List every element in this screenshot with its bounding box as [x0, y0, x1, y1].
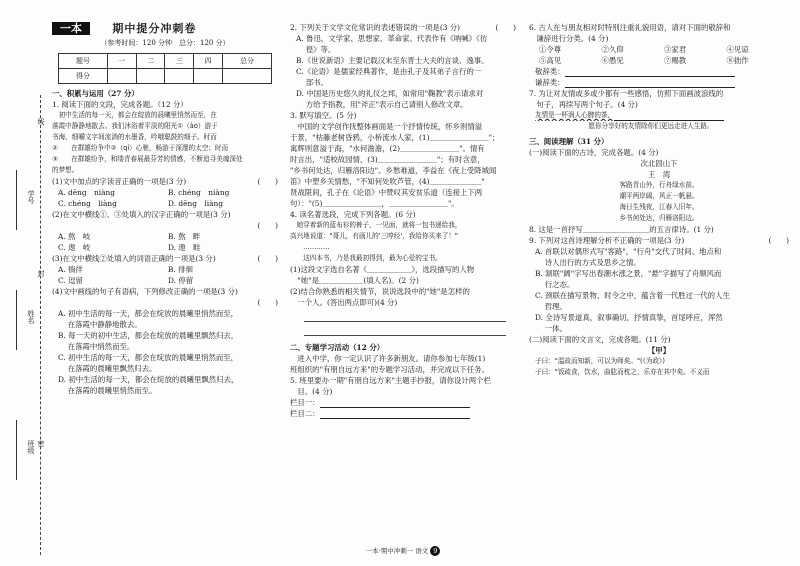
option-c: C. 遨 岐: [58, 243, 91, 252]
question-6b: 谦辞进行分类。(4 分): [529, 34, 609, 43]
answer-line[interactable]: [304, 324, 506, 336]
question-1-4: (4)文中画线的句子有语病，下列修改正确的一项是(3 分): [52, 287, 238, 296]
fill-line[interactable]: 笛》中塑乡关情愁，"不知何处吹芦管，(4)＿＿＿＿＿＿＿": [290, 177, 485, 186]
activity-line: 进入中学，你一定认识了许多新朋友。请你参加七年级(1): [290, 354, 486, 363]
question-1: 1. 阅读下面的文段，完成各题。（12 分）: [52, 100, 188, 109]
name-line: [16, 170, 17, 230]
respect-field[interactable]: 敬辞类：: [529, 66, 789, 77]
option-line: B. 每一天的初中生活，都会在绽放的晨曦里飘然归去，: [58, 331, 239, 340]
question-7: 7. 为让对友情或多或少都有一些感悟，仿照下面画波浪线的: [529, 89, 724, 98]
answer-paren: ( ): [257, 221, 278, 230]
question-text: (3)在文中横线②处填入的词语正确的一项是(3 分): [52, 254, 216, 263]
option-line: B.《世说新语》主要记载汉末至东晋士大夫的言谈、逸事。: [296, 56, 489, 65]
question-4-1[interactable]: (1)这段文字选自名著《＿＿＿＿＿＿》，选段描写的人物: [290, 265, 475, 274]
options: [52, 187, 278, 198]
excerpt-line: 这四本书，乃是我最初得到，最为心爱的宝书。: [290, 254, 442, 262]
word-options: [529, 55, 789, 66]
passage-line: ② 在群雄纷争中②（qí）心驰，畅游于深邃的太空；时而: [52, 144, 229, 152]
option-line: C.《论语》是儒家经典著作，是由孔子及其弟子言行的一: [296, 67, 482, 76]
poem-line: 海日生残夜，江春入旧年。: [619, 203, 699, 211]
word-option: ⑦赐教: [664, 56, 687, 65]
option-line: 在落霞的晨曦里悄然而至。: [58, 386, 157, 395]
binding-seal-mark: 封: [37, 270, 45, 277]
question-4-2b: 一个人。(答出两点即可)(4 分): [290, 298, 398, 307]
question-4-2: (2)结合你熟悉的相关情节，说说选段中的"她"是怎样的: [290, 287, 470, 296]
word-option: ⑧拙作: [726, 56, 749, 65]
score-header-cell: 四: [194, 54, 223, 69]
question-6: 6. 古人在与朋友相对时特别注重礼貌用语，请对下面的敬辞和: [529, 23, 731, 32]
option-c: C. 逗留: [58, 276, 83, 285]
option-d: D. 停留: [168, 276, 194, 285]
reading-1-intro: (一)阅读下面的古诗，完成各题。(4 分): [529, 148, 659, 157]
humble-field[interactable]: 谦辞类：: [529, 77, 789, 88]
column-2: [290, 22, 516, 419]
answer-line[interactable]: [304, 310, 506, 322]
exam-subtitle: （参考时间：120 分钟 总分：120 分）: [100, 39, 230, 47]
column-two-field[interactable]: 栏目二：: [290, 408, 516, 419]
page-number: 9: [430, 546, 440, 556]
passage-line: ③ 在群雄纷争，和缕青春展最芬芳的情感，不断追寻美魂深处: [52, 155, 243, 163]
word-option: ⑥愚见: [601, 56, 624, 65]
option-line: 在落霞中悄然而至。: [58, 342, 135, 351]
sample-sentence: 友情是一杯润人心脾的茶，: [529, 110, 789, 121]
excerpt-line: 高兴地说道："哥儿，有画儿的'三哼经'，我给你买来了！": [290, 232, 458, 240]
score-cell[interactable]: [136, 69, 165, 84]
score-header-cell: 题号: [59, 54, 108, 69]
option-line: D. 初中生活的每一天，都会在绽放的晨曦里飘然归去，: [58, 375, 239, 384]
sample-sentence-2: 愿你分享好的友情除你们更远走进人生路。: [529, 122, 714, 130]
option-line: B. 颔联"阔"字写出春潮水涨之景，"悬"字描写了舟顺风而: [535, 269, 722, 278]
classical-line: 子曰："饭疏食，饮水，曲肱而枕之，乐亦在其中矣。不义而: [535, 368, 710, 376]
footer-subject: 语文: [415, 547, 429, 555]
poem-line: 客路青山外，行舟绿水前。: [619, 181, 699, 189]
score-cell[interactable]: [107, 69, 136, 84]
word-options: [529, 44, 789, 55]
option-b: B. 熬 畔: [168, 232, 201, 241]
score-cell[interactable]: [223, 69, 272, 84]
word-option: ③家君: [664, 45, 687, 54]
section-heading: 三、阅读理解（31 分）: [529, 137, 609, 146]
activity-line: 班组织的"有朋自远方来"的专题学习活动，并完成以下任务。: [290, 365, 489, 374]
option-line: A. 初中生活的每一天，都会在绽放的晨曦里悄然而至，: [58, 309, 239, 318]
reading-2-intro: (二)阅读下面的文言文，完成各题。(11 分): [529, 335, 671, 344]
option-b: B. 徘徊: [168, 265, 193, 274]
exam-header: [52, 22, 278, 35]
word-option: ⑤高见: [539, 56, 562, 65]
option-a: A. dēng niàng: [58, 188, 116, 197]
option-b: B. chéng niàng: [168, 188, 230, 197]
question-2: 2. 下列关于文学文化常识的表述错误的一项是(3 分) ( ): [290, 23, 516, 32]
options: [52, 198, 278, 209]
option-line: 部书。: [296, 78, 328, 87]
option-d: D. 遨 畦: [168, 243, 201, 252]
name-label: 姓名: [27, 310, 35, 324]
score-header-cell: 一: [107, 54, 136, 69]
passage-label: 【甲】: [647, 346, 671, 355]
passage-line: 书海，细嚼文字间流淌的水墨香，吟哦聪鼓的细子。时而: [52, 133, 217, 141]
binding-dashed-line: [40, 95, 41, 555]
footer-series: 一本·期中冲刺一: [365, 547, 414, 555]
option-a: A. 熬 岐: [58, 232, 91, 241]
classical-line: 子曰："温故而知新，可以为师矣。"(《为政》): [535, 357, 665, 365]
question-1-1: (1)文中加点的字读音正确的一项是(3 分) ( ): [52, 177, 278, 186]
question-4: 4. 读名著选段，完成下列各题。(6 分): [290, 210, 416, 219]
binding-secret-mark: 密: [37, 440, 45, 447]
excerpt-line: …………: [290, 243, 330, 251]
question-text: (1)文中加点的字读音正确的一项是(3 分): [52, 177, 187, 186]
question-text: 9. 下列对这首诗理解分析不正确的一项是(3 分): [529, 236, 685, 245]
fill-line[interactable]: 寓辉则意溢于海，"水何澹澹，(2)＿＿＿＿＿＿＿＿"。情有: [290, 144, 485, 153]
score-table: [58, 53, 272, 84]
fill-line: 贤战限间，孔子在《论语》中赞叹其安贫乐道（连接上下两: [290, 188, 483, 197]
score-row-label: 得分: [59, 69, 108, 84]
class-line: [16, 420, 17, 480]
option-line: 一体。: [535, 324, 567, 333]
options: [52, 275, 278, 286]
option-line: A. 首联以对偶形式写"客路"，"行舟"交代了时间、地点和: [535, 247, 722, 256]
section-heading: 二、专题学习活动（12 分）: [290, 343, 385, 352]
option-line: 诗人出行的方式及思乡之情。: [535, 258, 641, 267]
fill-line: 中国的文学创作抚整体画面是一个抒情传统，怀乡则情溢: [290, 122, 483, 131]
column-1: [52, 22, 278, 396]
score-header-cell: 总分: [223, 54, 272, 69]
class-label: 班级: [27, 440, 35, 454]
question-1-3: (3)在文中横线②处填入的词语正确的一项是(3 分) ( ): [52, 254, 278, 263]
options: [52, 231, 278, 242]
option-line: C. 初中生活的每一天，都会在绽放的晨曦里悄然而至，: [58, 353, 239, 362]
question-5b: 目。(4 分): [290, 387, 333, 396]
binding-line-mark: 线: [37, 118, 45, 125]
question-4-1b[interactable]: "她"是＿＿＿＿＿＿(填人名)。(2 分): [290, 276, 419, 285]
score-header-cell: 三: [165, 54, 194, 69]
options: [52, 264, 278, 275]
page-footer: [290, 546, 516, 556]
column-3: [529, 22, 789, 378]
option-line: 徨》等。: [296, 45, 336, 54]
passage-line: 的梦想。: [52, 166, 79, 174]
binding-margin: [0, 0, 50, 566]
option-line: 行之态。: [535, 280, 575, 289]
answer-paren: ( ): [257, 298, 278, 307]
exam-title: 期中提分冲刺卷: [112, 22, 197, 35]
poem-line: 潮平两岸阔，风正一帆悬。: [619, 192, 699, 200]
fill-line[interactable]: 句）："(5)＿＿＿＿＿＿＿＿，＿＿＿＿＿＿＿＿"。: [290, 199, 459, 208]
question-8[interactable]: 8. 这是一首抒写＿＿＿＿＿＿＿＿＿的五言律诗。(1 分): [529, 225, 714, 234]
score-cell[interactable]: [165, 69, 194, 84]
option-line: D. 中国是历史悠久的礼仪之邦，如常用"鞠教"表示请求对: [296, 89, 484, 98]
question-9: 9. 下列对这首诗理解分析不正确的一项是(3 分) ( ): [529, 236, 789, 245]
question-1-2: (2)在文中横线①、③处填入的汉字正确的一项是(3 分): [52, 210, 231, 219]
fill-line[interactable]: 时言出，"适校故园情，(3)＿＿＿＿＿＿＿＿"；有时含意，: [290, 155, 485, 164]
option-line: D. 全诗写景道真，叙事确切，抒情真挚，首尾呼应，浑然: [535, 313, 723, 322]
option-d: D. dēng liàng: [168, 199, 223, 208]
question-5: 5. 班里要办一期"有朋自远方来"主题手抄报，请你设计两个栏: [290, 376, 491, 385]
excerpt-line: 她穿着新的蓝布衫的裤子，一见面，就将一包书递给我，: [290, 221, 462, 229]
score-header-cell: 二: [136, 54, 165, 69]
passage-line: 初中生活的每一天，都会在绽放的晨曦里悄然而至，在: [52, 111, 217, 119]
options: [52, 242, 278, 253]
question-3: 3. 默写填空。(5 分): [290, 111, 357, 120]
option-c: C. chéng liàng: [58, 199, 117, 208]
question-text: 2. 下列关于文学文化常识的表述错误的一项是(3 分): [290, 23, 461, 32]
brand-logo: 一本: [52, 22, 90, 35]
column-one-field[interactable]: 栏目一：: [290, 397, 516, 408]
option-line: 哲理。: [535, 302, 567, 311]
section-heading: 一、积累与运用（27 分）: [52, 89, 139, 98]
poem-line: 乡书何处达，归雁洛阳边。: [619, 214, 699, 222]
option-a: A. 徜徉: [58, 265, 83, 274]
word-option: ②久仰: [601, 45, 624, 54]
option-line: A. 鲁迅，文学家、思想家、革命家。代表作有《呐喊》《彷: [296, 34, 488, 43]
passage-line: 落霞中静静地散去。我们沐浴着平淡的阳光①（ào）游于: [52, 122, 218, 130]
score-cell[interactable]: [194, 69, 223, 84]
student-number-label: 学号: [27, 190, 35, 204]
option-line: 在落霞中静静地散去。: [58, 320, 142, 329]
option-line: 在落霞的晨曦里飘然归去。: [58, 364, 157, 373]
number-line: [16, 290, 17, 350]
word-option: ④见谅: [726, 45, 749, 54]
fill-line: "乡书何处达，归雁洛阳边"。乡愁难道，李益在《夜上受降城闻: [290, 166, 497, 175]
poem-title: 次北固山下: [640, 159, 678, 168]
fill-line[interactable]: 于景，"枯藤老树昏鸦，小桥流水人家，(1)＿＿＿＿＿＿＿＿"；: [290, 133, 500, 142]
question-7b: 句子，再续写两个句子。(4 分): [529, 100, 638, 109]
option-line: C. 颈联在描写景物、时令之中，蕴含着一代胜过一代的人生: [535, 291, 730, 300]
word-option: ①令尊: [539, 45, 562, 54]
poem-author: 王 湾: [647, 170, 671, 179]
option-line: 方给予指教，用"斧正"表示自己请别人修改文章。: [296, 100, 468, 109]
